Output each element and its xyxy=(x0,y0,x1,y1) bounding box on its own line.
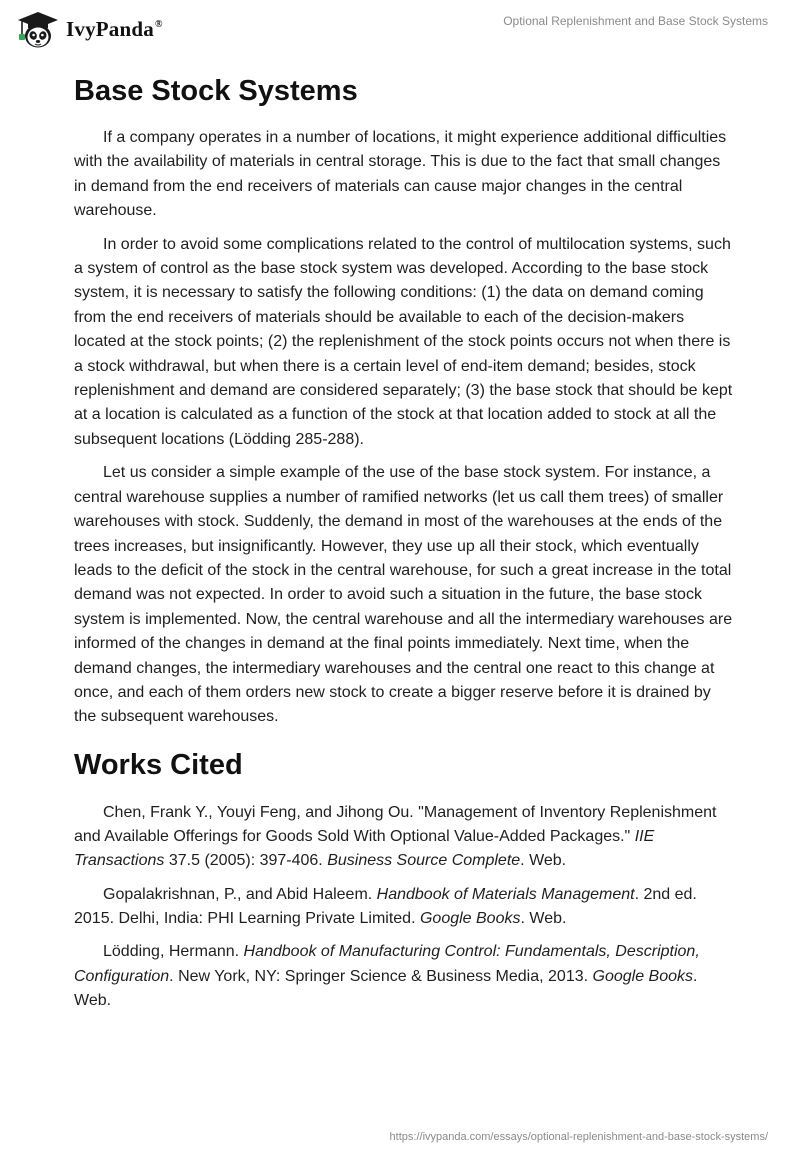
panda-graduate-icon xyxy=(14,9,60,49)
paragraph: If a company operates in a number of locations, it might experience additional difficulties with the availability of materials in central storage. This is due to the fact that small changes in demand from the end receivers of materials can cause major changes in the central warehouse. xyxy=(74,129,727,220)
page-header xyxy=(0,0,800,56)
essay-content xyxy=(74,72,734,1022)
paragraph: Let us consider a simple example of the use of the base stock system. For instance, a central warehouse supplies a number of ramified networks (let us call them trees) of smaller warehouses with stock. Suddenly, the demand in most of the warehouses at the ends of the trees increases, but insignificantly. However, they use up all their stock, which eventually leads to the deficit of the stock in the central warehouse, for such a great increase in the total demand was not expected. In order to avoid such a situation in the future, the base stock system is implemented. Now, the central warehouse and all the intermediary warehouses are informed of the changes in demand at the final points immediately. Next time, when the demand changes, the intermediary warehouses and the central one react to this change at once, and each of them orders new stock to create a bigger reserve before it is drained by the subsequent warehouses. xyxy=(74,464,733,726)
section-heading-base-stock: Base Stock Systems xyxy=(74,75,358,107)
citation-entry: Lödding, Hermann. Handbook of Manufacturing Control: Fundamentals, Description, Configuration. New York, NY: Springer Science & Business Media, 2013. Google Books. Web. xyxy=(74,943,700,1009)
brand-name: IvyPanda® xyxy=(66,16,163,41)
document-title: Optional Replenishment and Base Stock Systems xyxy=(503,14,768,28)
source-url-link[interactable]: https://ivypanda.com/essays/optional-replenishment-and-base-stock-systems/ xyxy=(389,1131,768,1143)
brand-logo[interactable] xyxy=(14,9,163,49)
section-heading-works-cited: Works Cited xyxy=(74,748,243,781)
citation-entry: Gopalakrishnan, P., and Abid Haleem. Handbook of Materials Management. 2nd ed. 2015. Delhi, India: PHI Learning Private Limited. Google Books. Web. xyxy=(74,885,697,927)
citation-entry: Chen, Frank Y., Youyi Feng, and Jihong Ou. "Management of Inventory Replenishment and Available Offerings for Goods Sold With Optional Value-Added Packages." IIE Transactions 37.5 (2005): 397-406. Business Source Complete. Web. xyxy=(74,803,717,870)
paragraph: In order to avoid some complications related to the control of multilocation systems, such a system of control as the base stock system was developed. According to the base stock system, it is necessary to satisfy the following conditions: (1) the data on demand coming from the end receivers of materials should be available to each of the decision-makers located at the stock points; (2) the replenishment of the stock points occurs not when there is a stock withdrawal, but when there is a certain level of end-item demand; besides, stock replenishment and demand are considered separately; (3) the base stock that should be kept at a location is calculated as a function of the stock at that location added to stock at all the subsequent locations (Lödding 285-288). xyxy=(74,235,733,448)
